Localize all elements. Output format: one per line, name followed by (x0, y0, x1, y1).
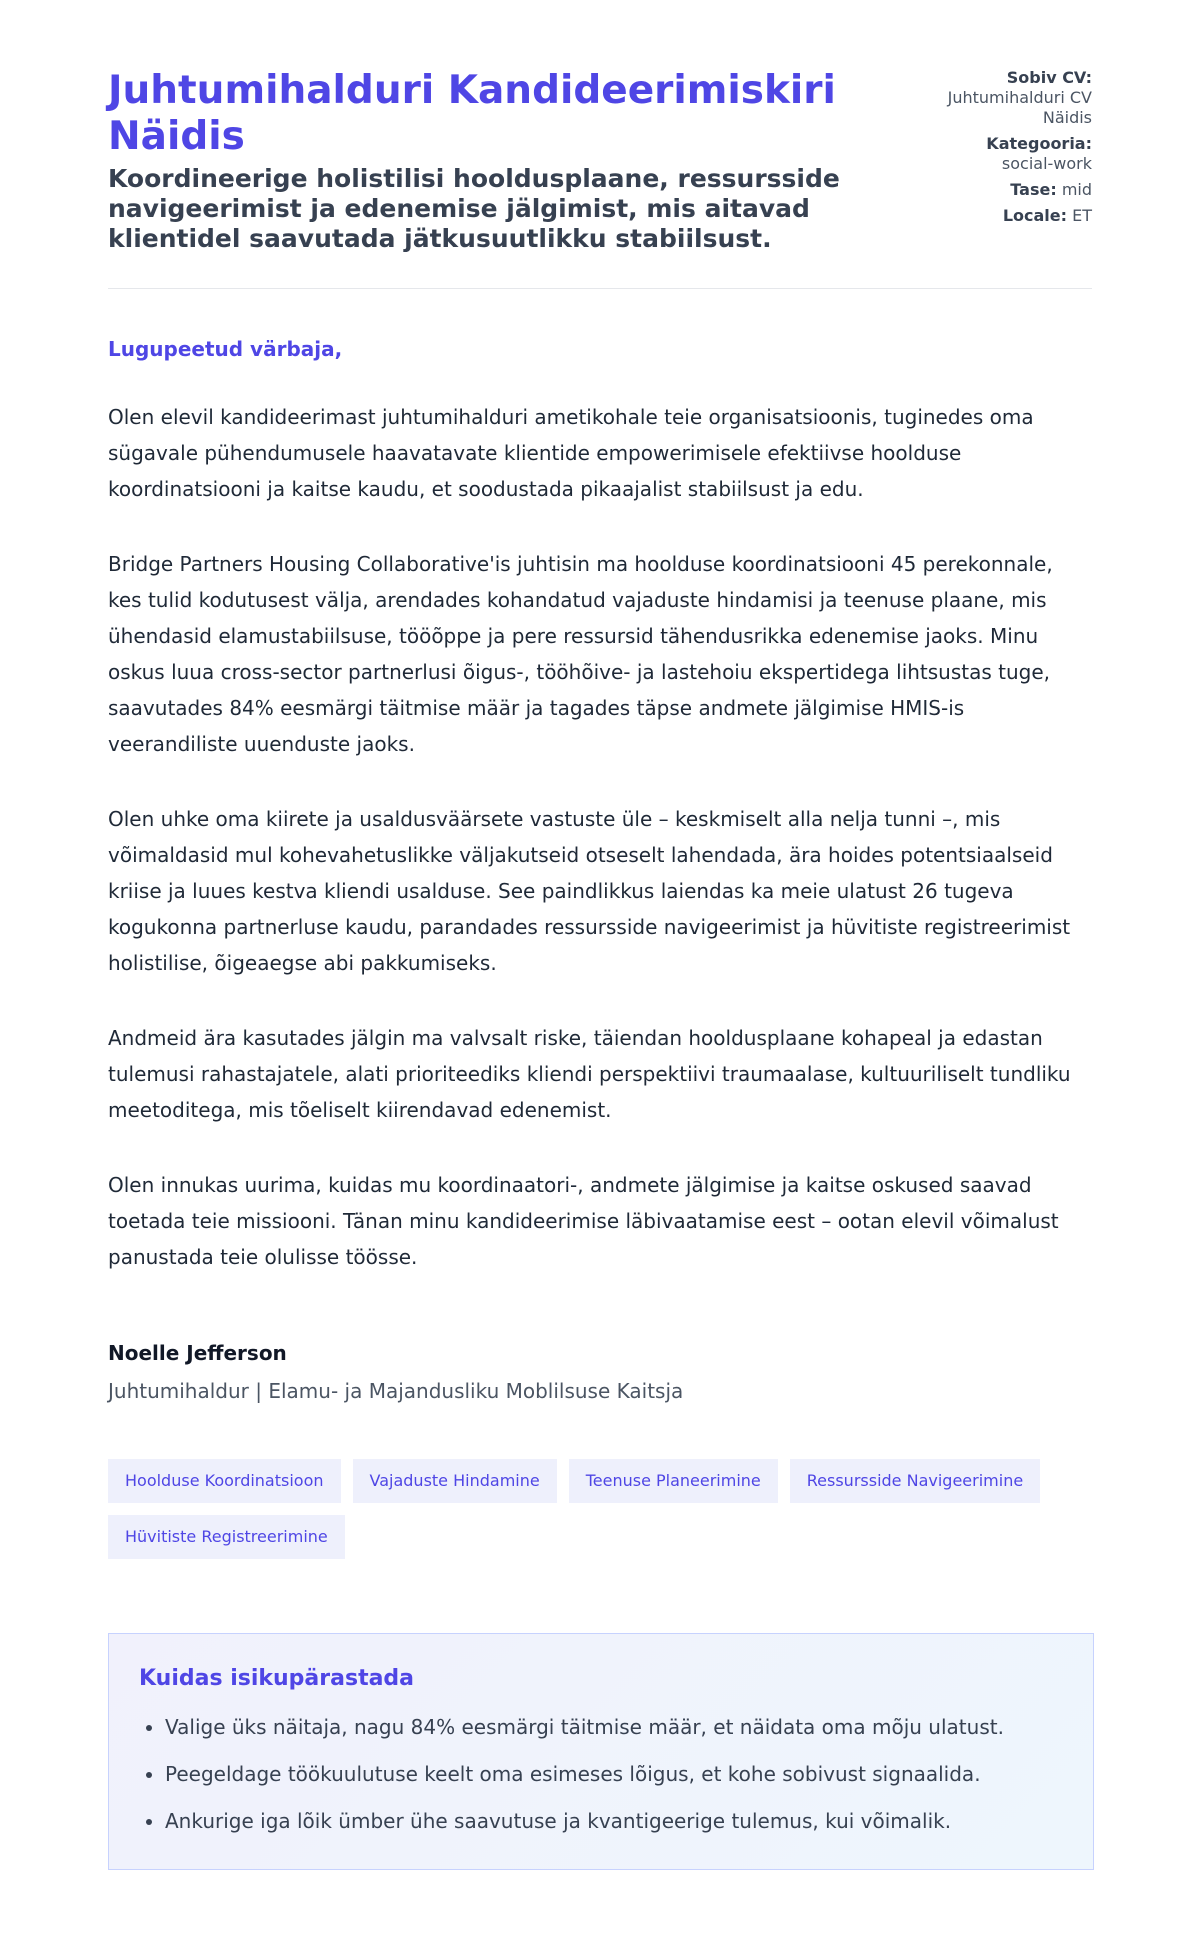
meta-cv-label: Sobiv CV: (1006, 68, 1092, 87)
skill-tags (108, 1459, 1098, 1559)
signature-name: Noelle Jefferson (108, 1341, 287, 1365)
meta-category-value: social-work (1001, 154, 1092, 173)
meta-level (942, 180, 1092, 200)
page-title: Juhtumihalduri Kandideerimiskiri Näidis (108, 68, 836, 159)
skill-tag: Teenuse Planeerimine (569, 1459, 778, 1503)
signature-block (108, 1341, 1092, 1403)
meta-level-label: Tase: (1010, 180, 1057, 199)
skill-tag: Vajaduste Hindamine (353, 1459, 557, 1503)
tips-title: Kuidas isikupärastada (139, 1666, 415, 1691)
meta-locale-label: Locale: (1002, 206, 1068, 225)
signature-title: Juhtumihaldur | Elamu- ja Majandusliku Moblilsuse Kaitsja (108, 1379, 684, 1403)
tips-item: • Ankurige iga lõik ümber ühe saavutuse ja kvantigeerige tulemus, kui võimalik. (165, 1809, 1063, 1833)
tips-item: • Valige üks näitaja, nagu 84% eesmärgi täitmise määr, et näidata oma mõju ulatust. (165, 1715, 1063, 1739)
skill-tag: Hüvitiste Registreerimine (108, 1515, 345, 1559)
tips-list (139, 1715, 1063, 1833)
meta-cv (942, 68, 1092, 128)
letter-body (108, 289, 1092, 1870)
meta-level-value: mid (1061, 180, 1092, 199)
letter-paragraph: Bridge Partners Housing Collaborative'is juhtisin ma hoolduse koordinatsiooni 45 perekonnale, kes tulid kodutusest välja, arendades kohandatud vajaduste hindamisi ja teenuse plaane, mis ühendasid elamustabiilsuse, tööõppe ja pere ressursid tähendusrikka edenemise jaoks. Minu oskus luua cross-sector partnerlusi õigus-, tööhõive- ja lastehoiu ekspertidega lihtsustas tuge, saavutades 84% eesmärgi täitmise määr ja tagades täpse andmete jälgimise HMIS-is veerandiliste uuenduste jaoks. (108, 552, 1053, 756)
letter-paragraph: Olen elevil kandideerimast juhtumihalduri ametikohale teie organisatsioonis, tuginedes oma sügavale pühendumusele haavatavate klientide empowerimisele efektiivse hoolduse koordinatsiooni ja kaitse kaudu, et soodustada pikaajalist stabiilsust ja edu. (108, 405, 1034, 501)
meta-category-label: Kategooria: (986, 134, 1092, 153)
meta-cv-value: Juhtumihalduri CV Näidis (947, 88, 1092, 127)
letter-paragraph: Olen uhke oma kiirete ja usaldusväärsete vastuste üle – keskmiselt alla nelja tunni –, mis võimaldasid mul kohevahetuslikke väljakutseid otseselt lahendada, ära hoides potentsiaalseid kriise ja luues kestva kliendi usalduse. See paindlikkus laiendas ka meie ulatust 26 tugeva kogukonna partnerluse kaudu, parandades ressursside navigeerimist ja hüvitiste registreerimist holistilise, õigeaegse abi pakkumiseks. (108, 807, 1071, 975)
tips-box (108, 1633, 1094, 1870)
page-header (108, 68, 1092, 289)
tips-item: • Peegeldage töökuulutuse keelt oma esimeses lõigus, et kohe sobivust signaalida. (165, 1762, 1063, 1786)
header-left (108, 68, 868, 254)
meta-panel (942, 68, 1092, 232)
meta-locale-value: ET (1072, 206, 1092, 225)
letter-paragraph: Olen innukas uurima, kuidas mu koordinaatori-, andmete jälgimise ja kaitse oskused saavad toetada teie missiooni. Tänan minu kandideerimise läbivaatamise eest – ootan elevil võimalust panustada teie olulisse töösse. (108, 1173, 1059, 1269)
letter-greeting: Lugupeetud värbaja, (108, 337, 343, 361)
skill-tag: Hoolduse Koordinatsioon (108, 1459, 341, 1503)
meta-locale (942, 206, 1092, 226)
skill-tag: Ressursside Navigeerimine (790, 1459, 1040, 1503)
page-subtitle: Koordineerige holistilisi hooldusplaane, ressursside navigeerimist ja edenemise jälgimist, mis aitavad klientidel saavutada jätkusuutlikku stabiilsust. (108, 164, 840, 253)
meta-category (942, 134, 1092, 174)
letter-paragraph: Andmeid ära kasutades jälgin ma valvsalt riske, täiendan hooldusplaane kohapeal ja edastan tulemusi rahastajatele, alati prioriteediks kliendi perspektiivi traumaalase, kultuuriliselt tundliku meetoditega, mis tõeliselt kiirendavad edenemist. (108, 1026, 1071, 1122)
